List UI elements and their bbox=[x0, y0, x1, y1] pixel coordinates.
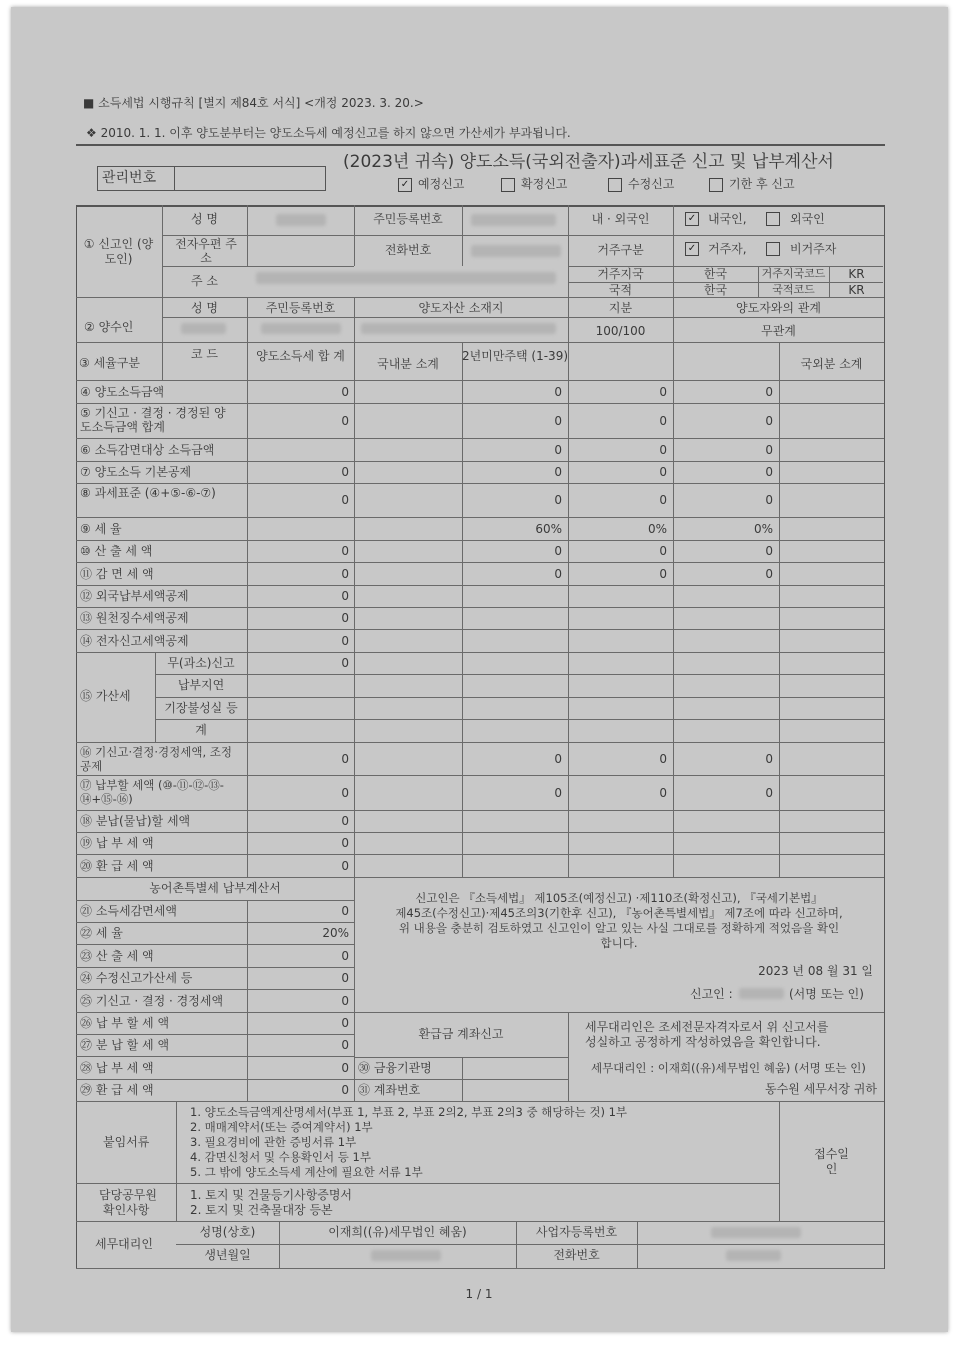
tax-row-value: 0 bbox=[765, 493, 773, 507]
tax-row-value: 0 bbox=[659, 384, 667, 399]
agent-name-value: 이재희((유)세무법인 혜움) bbox=[328, 1225, 467, 1239]
tax-row-value: 0 bbox=[765, 413, 773, 428]
grid-line bbox=[76, 877, 884, 878]
management-number-box bbox=[97, 166, 326, 191]
filer-address-label: 주 소 bbox=[191, 274, 218, 288]
tax-row-value: 0 bbox=[659, 751, 667, 766]
grid-line bbox=[76, 1101, 884, 1102]
form-reference: ■ 소득세법 시행규칙 [별지 제84호 서식] <개정 2023. 3. 20.> bbox=[83, 96, 424, 110]
foreign-option-label: 외국인 bbox=[790, 212, 825, 226]
grid-line bbox=[76, 1079, 354, 1080]
attachment-item: 3. 필요경비에 관한 증빙서류 1부 bbox=[190, 1135, 357, 1149]
rural-tax-row-label: ㉕ 기신고 · 결정 · 경정세액 bbox=[80, 994, 224, 1008]
grid-line bbox=[354, 1079, 568, 1080]
nationality-label: 국적 bbox=[608, 283, 633, 297]
redacted-value bbox=[276, 214, 326, 226]
grid-line bbox=[76, 922, 354, 923]
agent-confirm-line: 성실하고 공정하게 작성하였음을 확인합니다. bbox=[585, 1035, 821, 1049]
rural-tax-row-value: 0 bbox=[341, 1038, 349, 1052]
tax-row-value: 0 bbox=[659, 465, 667, 479]
officer-check-label: 담당공무원 bbox=[99, 1188, 157, 1202]
grid-line bbox=[76, 810, 884, 811]
tax-row-label: ⑲ 납 부 세 액 bbox=[80, 836, 154, 850]
form-title: (2023년 귀속) 양도소득(국외전출자)과세표준 신고 및 납부계산서 bbox=[343, 152, 834, 172]
col-under2y-label: 2년미만주택 (1-39) bbox=[462, 349, 569, 363]
tax-row-value: 0 bbox=[341, 566, 349, 581]
tax-row-value: 0 bbox=[554, 413, 562, 428]
foreign-checkbox[interactable] bbox=[766, 212, 780, 226]
residency-label: 거주구분 bbox=[597, 243, 644, 257]
redacted-value bbox=[371, 1250, 441, 1261]
declaration-line: 위 내용을 충분히 검토하였고 신고인이 알고 있는 사실 그대로를 정확하게 적었음을 확인 bbox=[398, 921, 840, 935]
transferee-section-label: ② 양수인 bbox=[84, 320, 134, 334]
rural-tax-row-value: 0 bbox=[341, 1083, 349, 1097]
rate-category-label: ③ 세율구분 bbox=[79, 356, 140, 370]
tax-agent-label: 세무대리인 bbox=[95, 1237, 153, 1251]
grid-line bbox=[76, 832, 884, 833]
tax-row-value: 0 bbox=[341, 465, 349, 479]
tax-row-label: ⑬ 원천징수세액공제 bbox=[80, 611, 189, 625]
tax-row-label: ⑫ 외국납부세액공제 bbox=[80, 589, 189, 603]
grid-line bbox=[76, 1268, 884, 1269]
tax-row-value: 0 bbox=[765, 785, 773, 800]
residence-country-value: 한국 bbox=[703, 267, 728, 281]
penalty-notice: ❖ 2010. 1. 1. 이후 양도분부터는 양도소득세 예정신고를 하지 않으면 가산세가 부과됩니다. bbox=[86, 126, 571, 140]
nonresident-option-label: 비거주자 bbox=[790, 242, 837, 256]
penalty-row-label: 기장불성실 등 bbox=[164, 701, 238, 715]
tax-row-value: 0 bbox=[659, 785, 667, 800]
grid-line bbox=[76, 380, 884, 381]
rural-tax-row-label: ㉘ 납 부 세 액 bbox=[80, 1061, 154, 1075]
management-number-label: 관리번호 bbox=[102, 170, 157, 186]
share-value: 100/100 bbox=[595, 324, 646, 338]
grid-line bbox=[247, 205, 248, 266]
agent-birth-label: 생년월일 bbox=[204, 1248, 251, 1262]
nationality-value: 한국 bbox=[703, 283, 728, 297]
attachment-item: 1. 양도소득금액계산명세서(부표 1, 부표 2, 부표 2의2, 부표 2의3 중 해당하는 것) 1부 bbox=[190, 1105, 628, 1119]
rural-tax-row-value: 0 bbox=[341, 904, 349, 918]
grid-line bbox=[76, 297, 884, 298]
signer-suffix: (서명 또는 인) bbox=[789, 987, 864, 1001]
tax-row-label: ⑧ 과세표준 (④+⑤-⑥-⑦) bbox=[80, 486, 216, 500]
tax-row-value: 0 bbox=[554, 751, 562, 766]
declaration-date: 2023 년 08 월 31 일 bbox=[758, 964, 873, 978]
tax-row-label: ⑤ 기신고 · 결정 · 경정된 양도소득금액 합계 bbox=[80, 406, 226, 434]
rural-tax-row-label: ㉗ 분 납 할 세 액 bbox=[80, 1038, 170, 1052]
tax-row-value: 0 bbox=[341, 633, 349, 648]
rural-tax-row-label: ㉙ 환 급 세 액 bbox=[80, 1083, 154, 1097]
grid-line bbox=[568, 1012, 569, 1101]
relation-label: 양도자와의 관계 bbox=[736, 301, 821, 315]
grid-line bbox=[155, 719, 884, 720]
grid-line bbox=[76, 900, 354, 901]
grid-line bbox=[76, 540, 884, 541]
penalty-row-value: 0 bbox=[341, 656, 349, 670]
tax-row-value: 60% bbox=[535, 521, 562, 536]
grid-line bbox=[76, 989, 354, 990]
grid-line bbox=[162, 266, 354, 267]
tax-row-value: 0 bbox=[554, 785, 562, 800]
grid-line bbox=[76, 607, 884, 608]
redacted-value bbox=[711, 1227, 801, 1238]
agent-name-label: 성명(상호) bbox=[199, 1225, 256, 1239]
tax-row-value: 0 bbox=[765, 566, 773, 581]
filing-type-label: 예정신고 bbox=[418, 177, 465, 191]
grid-line bbox=[76, 585, 884, 586]
tax-row-value: 0 bbox=[341, 858, 349, 873]
tax-row-value: 0 bbox=[765, 465, 773, 479]
refund-title: 환급금 계좌신고 bbox=[418, 1027, 504, 1041]
col-domestic-label: 국내분 소계 bbox=[377, 357, 439, 371]
attachment-item: 4. 감면신청서 및 수용확인서 등 1부 bbox=[190, 1150, 371, 1164]
tax-row-value: 0 bbox=[341, 751, 349, 766]
attachment-item: 5. 그 밖에 양도소득세 계산에 필요한 서류 1부 bbox=[190, 1165, 423, 1179]
tax-row-value: 0 bbox=[341, 413, 349, 428]
tax-row-value: 0 bbox=[341, 785, 349, 800]
code-label: 코 드 bbox=[191, 347, 218, 361]
grid-line bbox=[462, 205, 463, 266]
tax-row-label: ⑥ 소득감면대상 소득금액 bbox=[80, 442, 215, 457]
penalty-label: ⑮ 가산세 bbox=[80, 689, 131, 703]
grid-line bbox=[76, 517, 884, 518]
tax-row-value: 0 bbox=[659, 566, 667, 581]
residence-country-label: 거주지국 bbox=[597, 267, 644, 281]
tax-row-value: 0 bbox=[341, 814, 349, 828]
grid-line bbox=[76, 1221, 884, 1222]
grid-line bbox=[176, 1244, 884, 1245]
transferee-rrn-label: 주민등록번호 bbox=[265, 301, 336, 315]
tax-row-value: 0 bbox=[765, 384, 773, 399]
tax-row-value: 0 bbox=[341, 836, 349, 850]
tax-row-value: 0 bbox=[554, 544, 562, 558]
filing-type-checkbox[interactable] bbox=[501, 178, 515, 192]
tax-row-label: ⑩ 산 출 세 액 bbox=[80, 544, 153, 558]
tax-row-value: 0 bbox=[341, 589, 349, 603]
tax-row-value: 0 bbox=[554, 442, 562, 457]
tax-row-label: ⑰ 납부할 세액 (⑩-⑪-⑫-⑬-⑭+⑮-⑯) bbox=[80, 778, 224, 806]
grid-line bbox=[884, 205, 885, 1269]
col-total-label: 양도소득세 합 계 bbox=[256, 349, 345, 363]
tax-row-value: 0% bbox=[647, 521, 667, 536]
grid-line bbox=[354, 877, 355, 1101]
redacted-value bbox=[471, 245, 561, 257]
tax-row-label: ⑭ 전자신고세액공제 bbox=[80, 633, 189, 648]
domestic-option-label: 내국인, bbox=[708, 212, 747, 226]
grid-line bbox=[76, 562, 884, 563]
grid-line bbox=[155, 674, 884, 675]
grid-line bbox=[76, 1183, 779, 1184]
redacted-value bbox=[256, 272, 556, 284]
grid-line bbox=[76, 1034, 354, 1035]
rural-tax-title: 농어촌특별세 납부계산서 bbox=[149, 881, 281, 895]
redacted-value bbox=[181, 323, 226, 334]
filing-type-label: 확정신고 bbox=[521, 177, 568, 191]
grid-line bbox=[76, 1012, 354, 1013]
tax-row-value: 0 bbox=[659, 493, 667, 507]
grid-line bbox=[76, 629, 884, 630]
rural-tax-row-label: ㉑ 소득세감면세액 bbox=[80, 904, 177, 918]
filing-type-label: 기한 후 신고 bbox=[729, 177, 795, 191]
tax-row-value: 0 bbox=[341, 493, 349, 507]
agent-signature-line: 세무대리인 : 이재희((유)세무법인 혜움) (서명 또는 인) bbox=[591, 1061, 866, 1075]
penalty-row-label: 계 bbox=[195, 723, 207, 737]
grid-line bbox=[162, 235, 884, 236]
residence-code-value: KR bbox=[848, 267, 865, 281]
tax-row-value: 0 bbox=[554, 566, 562, 581]
col-foreign-label: 국외분 소계 bbox=[800, 357, 863, 371]
officer-check-item: 1. 토지 및 건물등기사항증명서 bbox=[190, 1188, 352, 1202]
redacted-value bbox=[361, 323, 556, 334]
redacted-value bbox=[739, 988, 784, 999]
grid-line bbox=[247, 900, 248, 1101]
grid-line bbox=[76, 944, 354, 945]
grid-line bbox=[76, 775, 884, 776]
tax-row-label: ⑱ 분납(물납)할 세액 bbox=[80, 814, 191, 828]
form-page bbox=[11, 7, 948, 1332]
penalty-row-label: 납부지연 bbox=[177, 678, 225, 692]
agent-confirm-line: 세무대리인은 조세전문자격자로서 위 신고서를 bbox=[585, 1020, 829, 1034]
account-number-label: ㉛ 계좌번호 bbox=[358, 1083, 421, 1097]
grid-line bbox=[354, 1057, 568, 1058]
transferee-name-label: 성 명 bbox=[191, 301, 218, 315]
rural-tax-row-value: 20% bbox=[322, 926, 349, 940]
grid-line bbox=[76, 403, 884, 404]
agent-phone-label: 전화번호 bbox=[553, 1248, 600, 1262]
filing-type-checkbox[interactable]: ✓ bbox=[398, 178, 412, 192]
grid-line bbox=[76, 438, 884, 439]
bank-name-label: ㉚ 금융기관명 bbox=[358, 1061, 432, 1075]
grid-line bbox=[76, 483, 884, 484]
rural-tax-row-label: ㉖ 납 부 할 세 액 bbox=[80, 1016, 170, 1030]
grid-line bbox=[76, 742, 884, 743]
nationality-code-value: KR bbox=[848, 283, 865, 297]
tax-row-value: 0 bbox=[765, 442, 773, 457]
filer-name-label: 성 명 bbox=[191, 212, 218, 226]
grid-line bbox=[155, 697, 884, 698]
tax-row-value: 0 bbox=[659, 442, 667, 457]
rural-tax-row-value: 0 bbox=[341, 1061, 349, 1075]
tax-row-value: 0 bbox=[765, 544, 773, 558]
officer-check-label: 확인사항 bbox=[103, 1203, 150, 1217]
tax-row-label: ⑯ 기신고·결정·경정세액, 조정공제 bbox=[80, 745, 232, 773]
tax-row-label: ⑪ 감 면 세 액 bbox=[80, 566, 154, 581]
tax-row-label: ④ 양도소득금액 bbox=[80, 384, 165, 399]
declaration-line: 제45조(수정신고)·제45조의3(기한후 신고), 『농어촌특별세법』 제7조에 따라 신고하며, bbox=[395, 906, 843, 920]
tax-row-value: 0 bbox=[554, 384, 562, 399]
filing-type-checkbox[interactable] bbox=[709, 178, 723, 192]
receipt-stamp-label: 인 bbox=[825, 1162, 838, 1176]
grid-line bbox=[779, 1101, 780, 1221]
rural-tax-row-value: 0 bbox=[341, 971, 349, 985]
grid-line bbox=[462, 1057, 463, 1101]
signer-label: 신고인 : bbox=[690, 987, 733, 1001]
rural-tax-row-label: ㉒ 세 율 bbox=[80, 926, 123, 940]
grid-line bbox=[76, 652, 884, 653]
tax-row-value: 0 bbox=[659, 544, 667, 558]
tax-row-value: 0 bbox=[341, 544, 349, 558]
residence-code-label: 거주지국코드 bbox=[761, 267, 826, 280]
grid-line bbox=[76, 854, 884, 855]
filer-email-label: 전자우편 주소 bbox=[175, 237, 237, 265]
redacted-value bbox=[471, 214, 556, 226]
filer-phone-label: 전화번호 bbox=[384, 243, 432, 257]
tax-row-value: 0 bbox=[341, 611, 349, 625]
grid-line bbox=[779, 342, 780, 652]
receipt-date-label: 접수일 bbox=[814, 1147, 849, 1161]
share-label: 지분 bbox=[608, 301, 633, 315]
filing-type-label: 수정신고 bbox=[628, 177, 675, 191]
rural-tax-row-label: ㉓ 산 출 세 액 bbox=[80, 949, 154, 963]
filer-rrn-label: 주민등록번호 bbox=[373, 212, 443, 226]
rural-tax-row-value: 0 bbox=[341, 1016, 349, 1030]
rural-tax-row-value: 0 bbox=[341, 994, 349, 1008]
filer-section-label: ① 신고인 (양도인) bbox=[83, 237, 154, 266]
attachments-label: 붙임서류 bbox=[103, 1135, 150, 1149]
asset-location-label: 양도자산 소재지 bbox=[418, 301, 504, 315]
tax-row-value: 0 bbox=[765, 751, 773, 766]
rural-tax-row-value: 0 bbox=[341, 949, 349, 963]
tax-row-label: ⑨ 세 율 bbox=[80, 521, 122, 536]
page-number: 1 / 1 bbox=[465, 1287, 493, 1301]
tax-row-value: 0 bbox=[554, 465, 562, 479]
relation-value: 무관계 bbox=[761, 324, 796, 338]
redacted-value bbox=[261, 323, 341, 334]
redacted-value bbox=[726, 1250, 781, 1261]
grid-line bbox=[76, 205, 884, 207]
resident-checkbox[interactable]: ✓ bbox=[685, 242, 699, 256]
tax-row-label: ⑳ 환 급 세 액 bbox=[80, 858, 154, 873]
rural-tax-row-label: ㉔ 수정신고가산세 등 bbox=[80, 971, 193, 985]
officer-check-item: 2. 토지 및 건축물대장 등본 bbox=[190, 1203, 333, 1217]
tax-row-label: ⑦ 양도소득 기본공제 bbox=[80, 465, 192, 479]
nonresident-checkbox[interactable] bbox=[766, 242, 780, 256]
tax-office-addressee: 동수원 세무서장 귀하 bbox=[765, 1082, 877, 1096]
domestic-checkbox[interactable]: ✓ bbox=[685, 212, 699, 226]
grid-line bbox=[76, 1056, 354, 1057]
resident-option-label: 거주자, bbox=[708, 242, 747, 256]
declaration-line: 신고인은 『소득세법』 제105조(예정신고) ·제110조(확정신고), 『국세기본법』 bbox=[415, 891, 823, 905]
declaration-line: 합니다. bbox=[600, 936, 638, 950]
grid-line bbox=[76, 205, 77, 1269]
nationality-code-label: 국적코드 bbox=[772, 283, 815, 296]
grid-line bbox=[162, 317, 884, 318]
filing-type-checkbox[interactable] bbox=[608, 178, 622, 192]
grid-line bbox=[354, 1012, 884, 1013]
tax-row-value: 0 bbox=[341, 384, 349, 399]
tax-row-value: 0 bbox=[554, 493, 562, 507]
grid-line bbox=[176, 1101, 177, 1221]
tax-row-value: 0% bbox=[753, 521, 773, 536]
tax-row-value: 0 bbox=[659, 413, 667, 428]
grid-line bbox=[637, 1221, 638, 1269]
grid-line bbox=[76, 342, 884, 343]
grid-line bbox=[673, 205, 674, 266]
attachment-item: 2. 매매계약서(또는 증여계약서) 1부 bbox=[190, 1120, 373, 1134]
grid-line bbox=[354, 342, 355, 652]
grid-line bbox=[76, 461, 884, 462]
grid-line bbox=[76, 967, 354, 968]
domestic-foreign-label: 내 · 외국인 bbox=[591, 212, 650, 226]
penalty-row-label: 무(과소)신고 bbox=[167, 656, 235, 670]
agent-biz-number-label: 사업자등록번호 bbox=[535, 1225, 618, 1239]
